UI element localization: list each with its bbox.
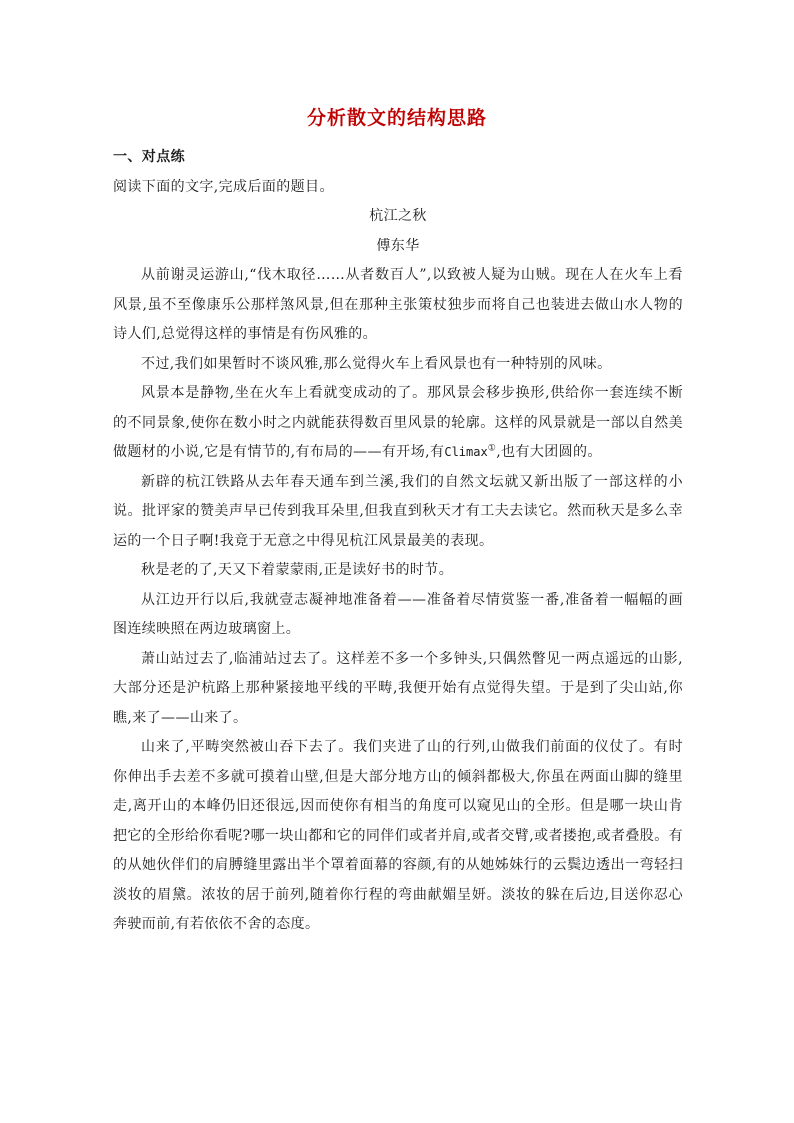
essay-paragraph-8: 山来了,平畴突然被山吞下去了。我们夹进了山的行列,山做我们前面的仪仗了。有时你伸出手去差不多就可摸着山壁,但是大部分地方山的倾斜都极大,你虽在两面山脚的缝里走,离开山的本峰仍旧还很远,因而使你有相当的角度可以窥见山的全形。但是哪一块山肯把它的全形给你看呢?哪一块山都和它的同伴们或者并肩,或者交臂,或者搂抱,或者叠股。有的从她伙伴们的肩膊缝里露出半个罩着面幕的容颜,有的从她姊妹行的云鬓边透出一弯轻扫淡妆的眉黛。浓妆的居于前列,随着你行程的弯曲献媚呈妍。淡妆的躲在后边,目送你忍心奔驶而前,有若依依不舍的态度。: [113, 739, 683, 932]
essay-paragraph-3-text-a: 风景本是静物,坐在火车上看就变成动的了。那风景会移步换形,供给你一套连续不断的不同景象,使你在数小时之内就能获得数百里风景的轮廓。这样的风景就是一部以自然美做题材的小说,它是有情节的,有布局的——有开场,有: [113, 385, 683, 460]
essay-paragraph-2: 不过,我们如果暂时不谈风雅,那么觉得火车上看风景也有一种特别的风味。: [141, 355, 612, 372]
document-body: [113, 143, 683, 940]
essay-paragraph-6: 从江边开行以后,我就壹志凝神地准备着——准备着尽情赏鉴一番,准备着一幅幅的画图连续映照在两边玻璃窗上。: [113, 591, 683, 637]
document-title: 分析散文的结构思路: [306, 107, 487, 129]
essay-paragraph-5: 秋是老的了,天又下着蒙蒙雨,正是读好书的时节。: [141, 562, 454, 578]
footnote-marker: ①: [487, 443, 497, 454]
essay-paragraph-1: 从前谢灵运游山,“伐木取径……从者数百人”,以致被人疑为山贼。现在人在火车上看风景,虽不至像康乐公那样煞风景,但在那种主张策杖独步而将自己也装进去做山水人物的诗人们,总觉得这样的事情是有伤风雅的。: [113, 267, 683, 342]
climax-term: Climax: [444, 445, 488, 459]
essay-author: 傅东华: [376, 237, 420, 254]
instruction-text: 阅读下面的文字,完成后面的题目。: [113, 178, 334, 195]
essay-paragraph-3-text-b: ,也有大团圆的。: [496, 444, 602, 460]
section-heading: 一、对点练: [113, 149, 185, 165]
essay-paragraph-7: 萧山站过去了,临浦站过去了。这样差不多一个多钟头,只偶然瞥见一两点遥远的山影,大部分还是沪杭路上那种紧接地平线的平畴,我便开始有点觉得失望。于是到了尖山站,你瞧,来了——山来了。: [113, 650, 683, 726]
essay-title: 杭江之秋: [369, 208, 427, 224]
essay-paragraph-3: [113, 379, 683, 468]
essay-paragraph-4: 新辟的杭江铁路从去年春天通车到兰溪,我们的自然文坛就又新出版了一部这样的小说。批评家的赞美声早已传到我耳朵里,但我直到秋天才有工夫去读它。然而秋天是多么幸运的一个日子啊!我竟于无意之中得见杭江风景最美的表现。: [113, 473, 683, 549]
